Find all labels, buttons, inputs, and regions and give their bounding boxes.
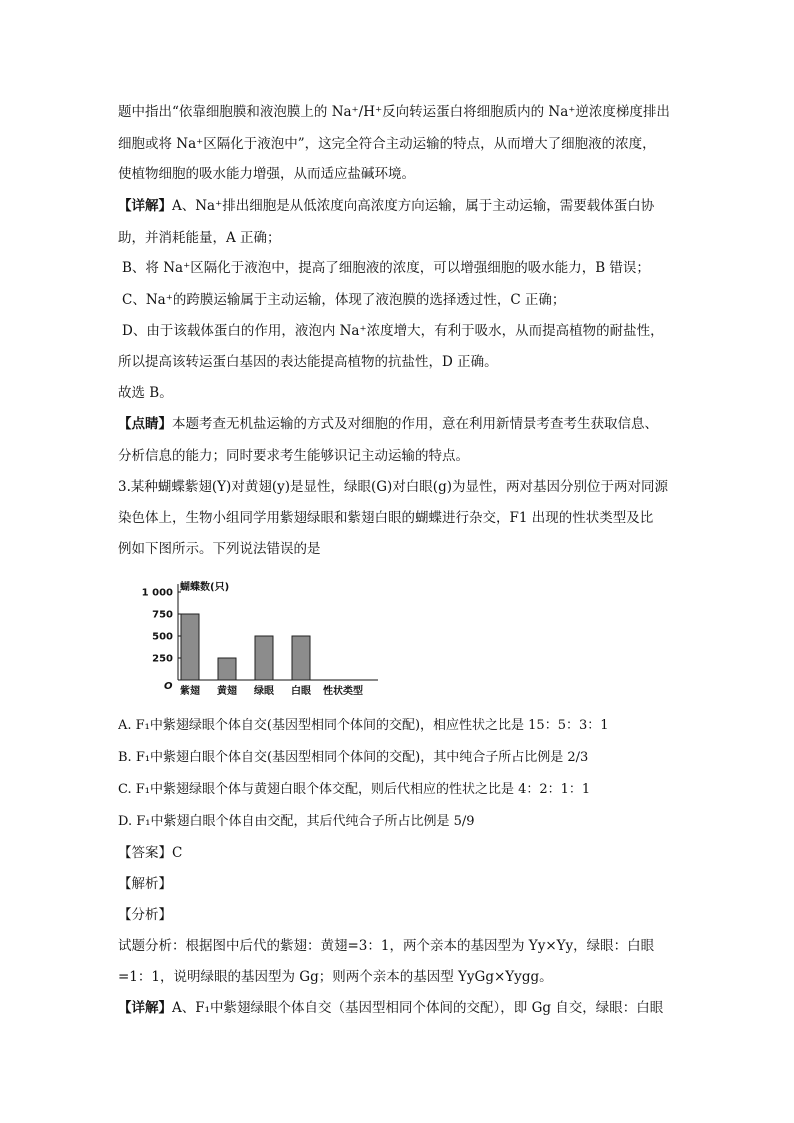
text-line: 细胞或将 Na⁺区隔化于液泡中”，这完全符合主动运输的特点，从而增大了细胞液的浓度， [118, 136, 656, 152]
comment-tag: 【点睛】 [118, 416, 172, 432]
origin-label: O [164, 681, 173, 692]
text-line: 使植物细胞的吸水能力增强，从而适应盐碱环境。 [118, 166, 415, 182]
x-axis-label: 性状类型 [323, 686, 363, 697]
analysis-subheading: 【分析】 [118, 907, 172, 923]
answer-line: 【答案】C [118, 845, 183, 861]
bar [218, 658, 236, 680]
option-b: B. F₁中紫翅白眼个体自交(基因型相同个体间的交配)，其中纯合子所占比例是 2/3 [118, 750, 589, 765]
text-line: C、Na⁺的跨膜运输属于主动运输，体现了液泡膜的选择透过性，C 正确； [122, 292, 566, 308]
text-line: 题中指出“依靠细胞膜和液泡膜上的 Na⁺/H⁺反向转运蛋白将细胞质内的 Na⁺逆浓度梯度排出 [118, 104, 670, 120]
y-tick-label: 1 000 [141, 587, 173, 599]
detail-paragraph [118, 999, 683, 1017]
text-line: D、由于该载体蛋白的作用，液泡内 Na⁺浓度增大，有利于吸水，从而提高植物的耐盐性， [122, 323, 664, 339]
text-line: 本题考查无机盐运输的方式及对细胞的作用，意在利用新情景考查考生获取信息、 [172, 416, 658, 432]
detail-paragraph [118, 197, 683, 215]
text-line: 试题分析：根据图中后代的紫翅：黄翅=3：1，两个亲本的基因型为 Yy×Yy，绿眼：白眼 [118, 938, 655, 954]
x-tick-label: 白眼 [291, 686, 311, 697]
option-a: A. F₁中紫翅绿眼个体自交(基因型相同个体间的交配)，相应性状之比是 15：5：3：1 [118, 718, 609, 733]
detail-tag: 【详解】 [118, 1000, 172, 1016]
bar [292, 636, 310, 680]
analysis-heading: 【解析】 [118, 876, 172, 892]
text-line: 故选 B。 [118, 385, 173, 401]
text-line: A、F₁中紫翅绿眼个体自交（基因型相同个体间的交配），即 Gg 自交，绿眼：白眼 [172, 1000, 664, 1016]
text-line: 所以提高该转运蛋白基因的表达能提高植物的抗盐性，D 正确。 [118, 354, 498, 370]
question-text: 3.某种蝴蝶紫翅(Y)对黄翅(y)是显性，绿眼(G)对白眼(g)为显性，两对基因分别位于两对同源 [118, 479, 668, 495]
detail-tag: 【详解】 [118, 198, 172, 214]
bar [181, 614, 199, 680]
x-tick-label: 黄翅 [217, 686, 237, 697]
option-c: C. F₁中紫翅绿眼个体与黄翅白眼个体交配，则后代相应的性状之比是 4：2：1：1 [118, 782, 591, 797]
text-line: A、Na⁺排出细胞是从低浓度向高浓度方向运输，属于主动运输，需要载体蛋白协 [172, 198, 655, 214]
text-line: 分析信息的能力；同时要求考生能够识记主动运输的特点。 [118, 448, 469, 464]
y-tick-label: 500 [152, 631, 173, 643]
y-axis-label: 蝴蝶数(只) [180, 582, 230, 593]
bar-chart [128, 578, 388, 700]
text-line: 助，并消耗能量，A 正确； [118, 230, 281, 246]
y-tick-label: 750 [152, 609, 173, 621]
bar [255, 636, 273, 680]
x-tick-label: 绿眼 [254, 686, 274, 697]
option-d: D. F₁中紫翅白眼个体自由交配，其后代纯合子所占比例是 5/9 [118, 814, 475, 829]
question-text: 染色体上，生物小组同学用紫翅绿眼和紫翅白眼的蝴蝶进行杂交，F1 出现的性状类型及比 [118, 510, 654, 526]
question-text: 例如下图所示。下列说法错误的是 [118, 541, 321, 557]
x-tick-label: 紫翅 [180, 686, 200, 697]
y-tick-label: 250 [152, 653, 173, 665]
text-line: =1：1，说明绿眼的基因型为 Gg；则两个亲本的基因型 YyGg×Yygg。 [118, 969, 553, 985]
text-line: B、将 Na⁺区隔化于液泡中，提高了细胞液的浓度，可以增强细胞的吸水能力，B 错误； [122, 260, 650, 276]
comment-paragraph [118, 415, 683, 433]
